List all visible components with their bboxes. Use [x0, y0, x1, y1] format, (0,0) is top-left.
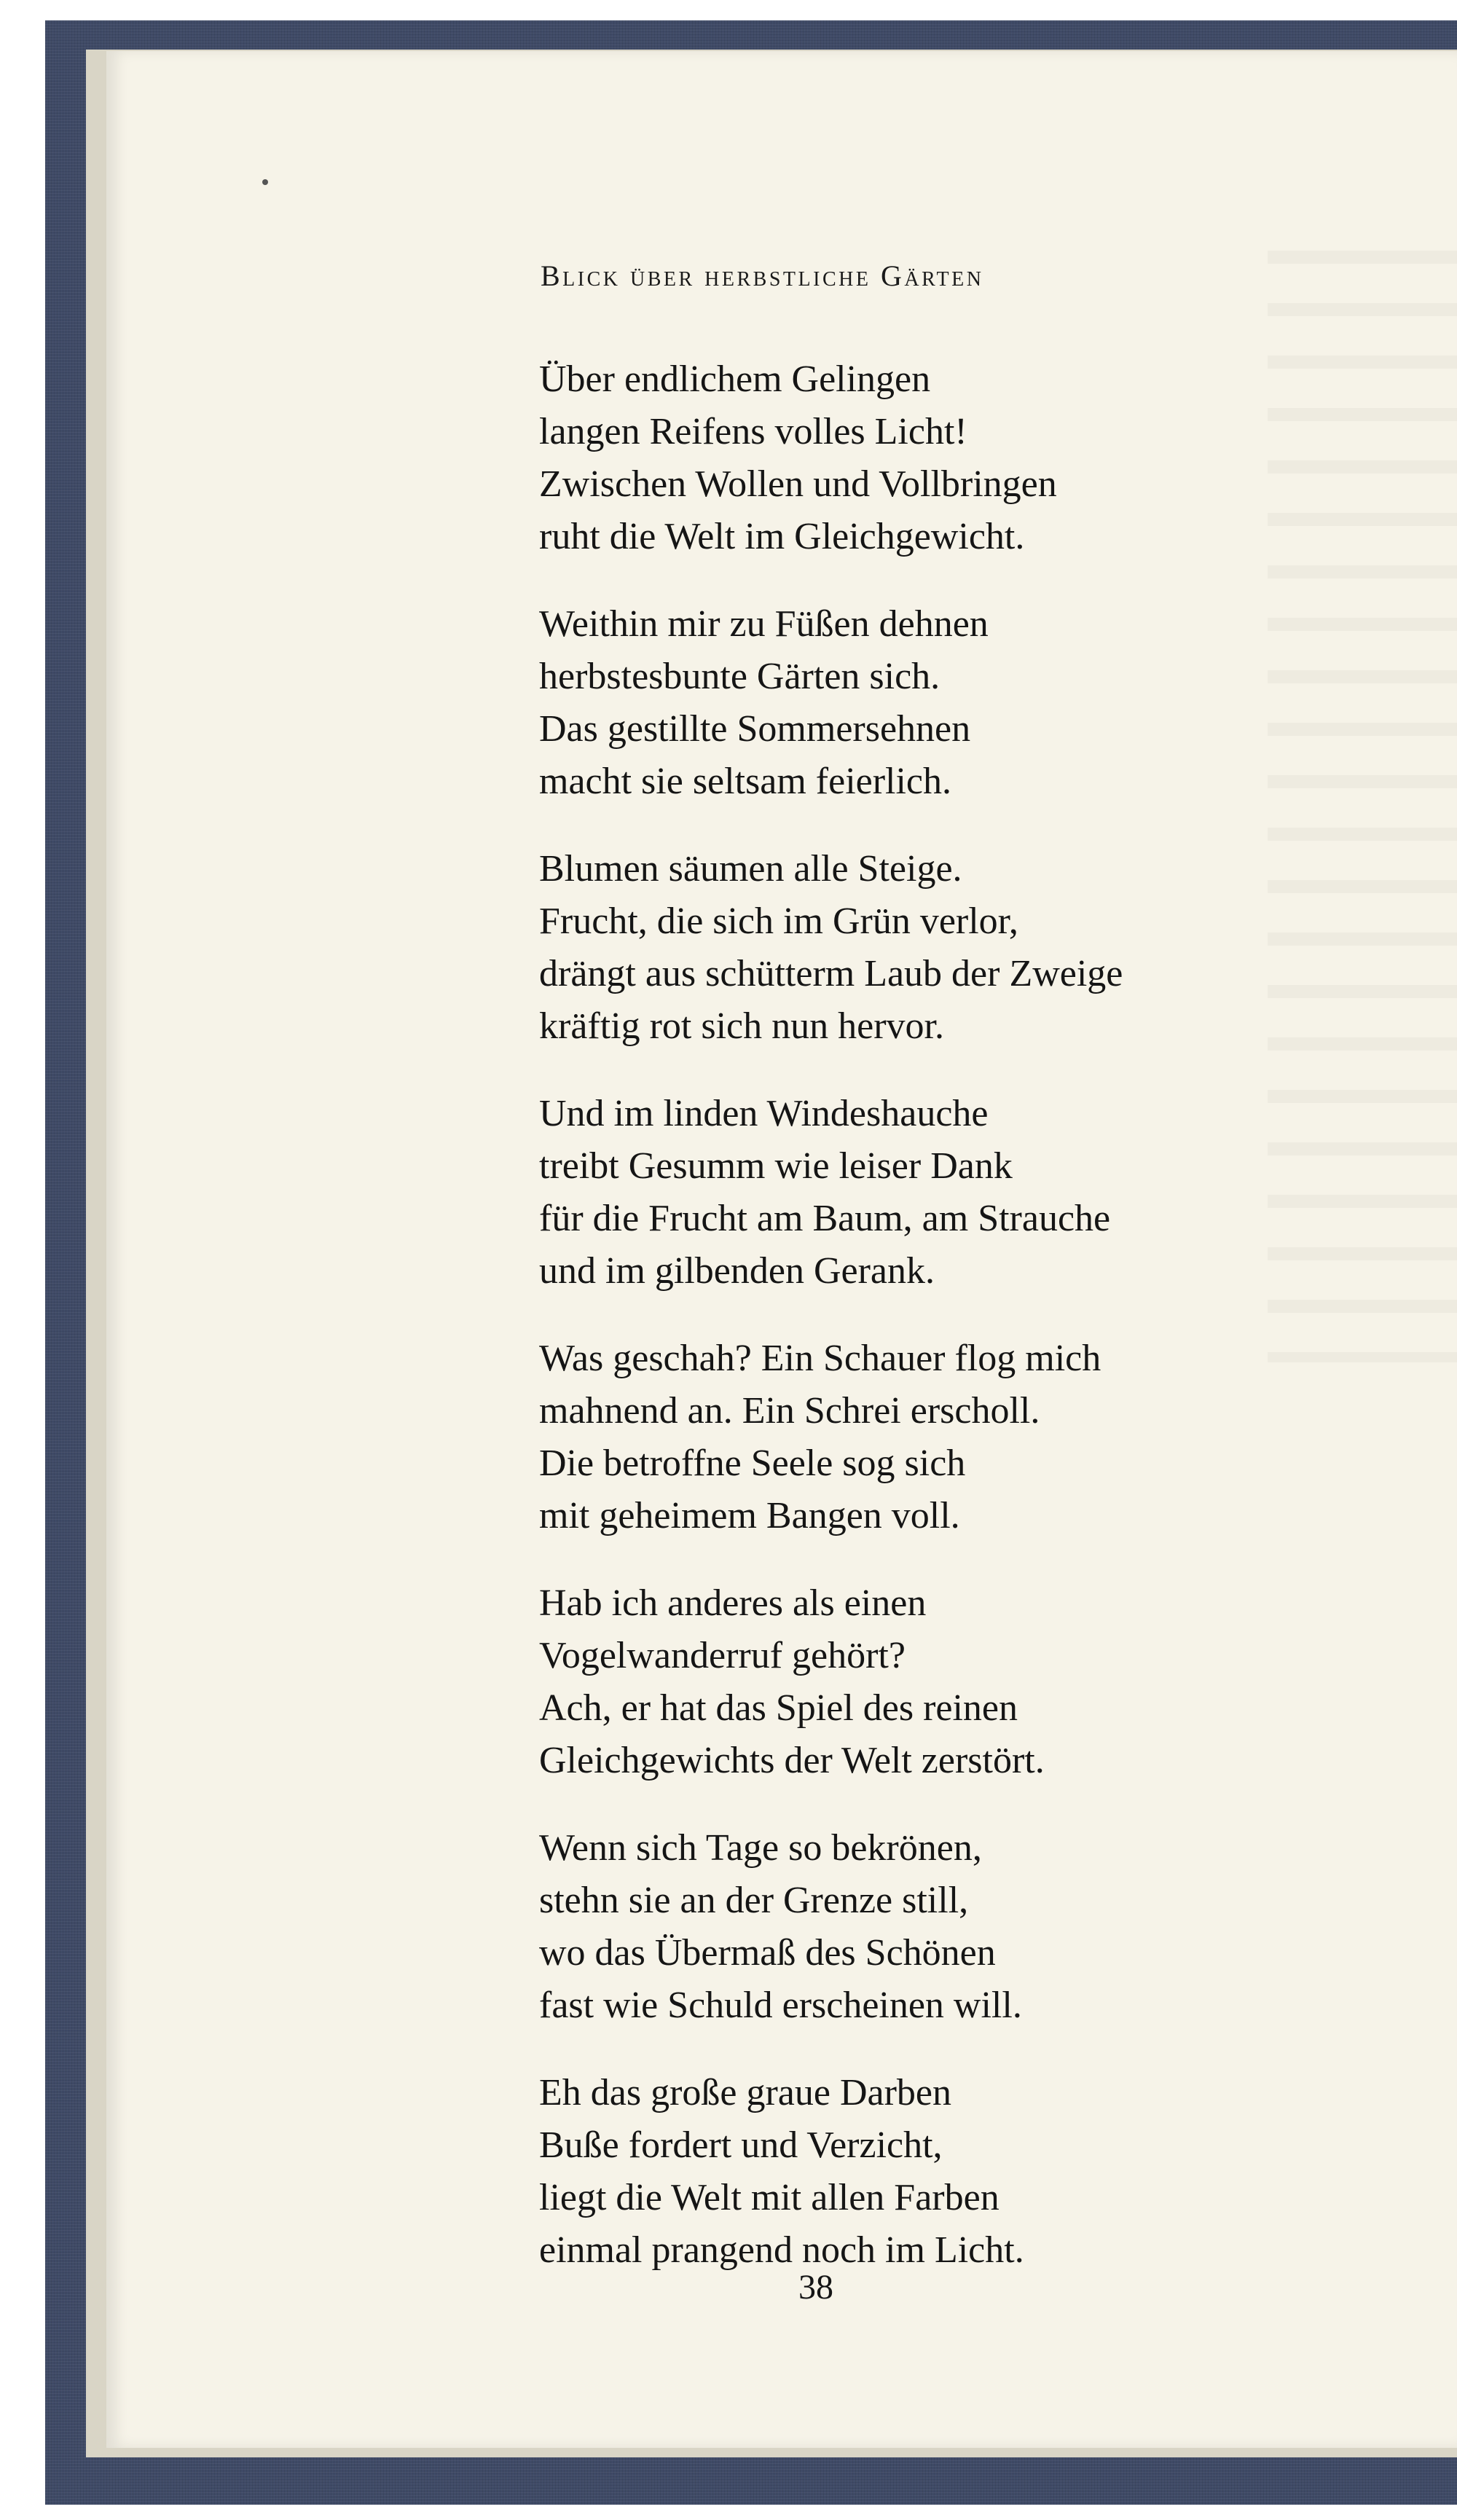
poem-line: einmal prangend noch im Licht.: [539, 2229, 1024, 2271]
poem-line: und im gilbenden Gerank.: [539, 1250, 935, 1292]
poem-line: Weithin mir zu Füßen dehnen: [539, 603, 989, 645]
stanza: [539, 1088, 1282, 1298]
poem-line: treibt Gesumm wie leiser Dank: [539, 1145, 1013, 1187]
poem-line: kräftig rot sich nun hervor.: [539, 1005, 944, 1047]
stanza: [539, 353, 1282, 563]
poem-line: Buße fordert und Verzicht,: [539, 2124, 943, 2166]
stanza: [539, 598, 1282, 808]
poem-line: Zwischen Wollen und Vollbringen: [539, 463, 1057, 505]
poem-line: herbstesbunte Gärten sich.: [539, 656, 940, 697]
stanza: [539, 2067, 1282, 2277]
stanza: [539, 1577, 1282, 1787]
poem-line: ruht die Welt im Gleichgewicht.: [539, 516, 1025, 557]
poem-line: für die Frucht am Baum, am Strauche: [539, 1198, 1111, 1239]
poem-line: Hab ich anderes als einen: [539, 1582, 927, 1624]
poem-line: Ach, er hat das Spiel des reinen: [539, 1687, 1018, 1729]
facing-page-bleed-through: [1268, 226, 1457, 1362]
poem-line: Was geschah? Ein Schauer flog mich: [539, 1338, 1101, 1379]
poem-line: mit geheimem Bangen voll.: [539, 1495, 960, 1536]
poem-line: liegt die Welt mit allen Farben: [539, 2177, 1000, 2218]
page-number: 38: [798, 2268, 833, 2307]
stanza: [539, 843, 1282, 1053]
poem-title: Blick über herbstliche Gärten: [541, 259, 984, 292]
poem-body: [539, 353, 1282, 2312]
paper-speck: [262, 179, 268, 185]
poem-line: fast wie Schuld erscheinen will.: [539, 1985, 1022, 2026]
poem-line: Frucht, die sich im Grün verlor,: [539, 900, 1018, 942]
poem-line: drängt aus schütterm Laub der Zweige: [539, 953, 1123, 994]
stanza: [539, 1332, 1282, 1542]
poem-line: Die betroffne Seele sog sich: [539, 1442, 966, 1484]
poem-line: Das gestillte Sommersehnen: [539, 708, 971, 750]
poem-line: langen Reifens volles Licht!: [539, 411, 967, 452]
poem-line: Blumen säumen alle Steige.: [539, 848, 962, 890]
poem-line: Eh das große graue Darben: [539, 2072, 951, 2113]
poem-line: mahnend an. Ein Schrei erscholl.: [539, 1390, 1040, 1432]
poem-line: Vogelwanderruf gehört?: [539, 1635, 906, 1676]
stanza: [539, 1822, 1282, 2032]
poem-line: Gleichgewichts der Welt zerstört.: [539, 1740, 1045, 1781]
poem-line: Und im linden Windeshauche: [539, 1093, 989, 1134]
poem-line: stehn sie an der Grenze still,: [539, 1880, 969, 1921]
poem-line: Über endlichem Gelingen: [539, 358, 931, 400]
poem-line: macht sie seltsam feierlich.: [539, 761, 952, 802]
poem-line: Wenn sich Tage so bekrönen,: [539, 1827, 982, 1869]
poem-line: wo das Übermaß des Schönen: [539, 1932, 996, 1974]
